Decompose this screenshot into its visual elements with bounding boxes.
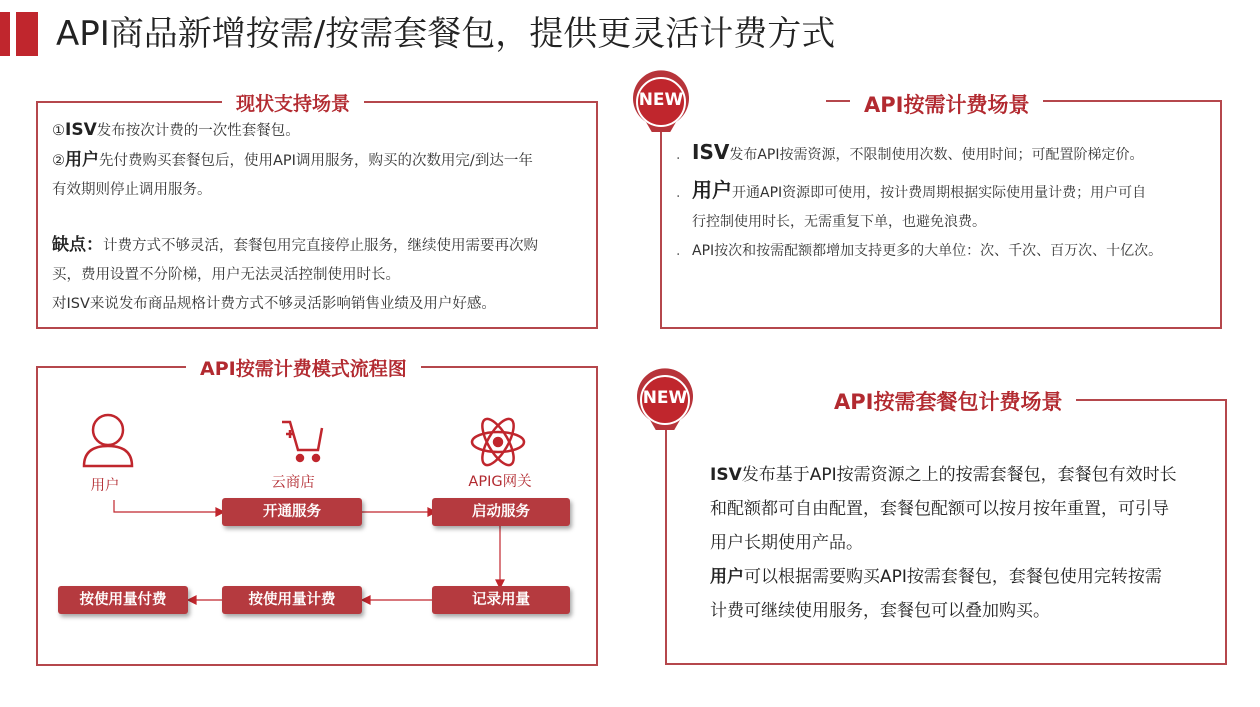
package-text [710, 458, 1220, 628]
title-accent-block [16, 12, 38, 56]
flow-title: API按需计费模式流程图 [186, 354, 421, 381]
title-accent-bar [0, 12, 10, 56]
package-badge-label: NEW [642, 388, 688, 408]
ondemand-bullet-2-cont: 行控制使用时长，无需重复下单，也避免浪费。 [692, 214, 986, 230]
slide-title: API商品新增按需/按需套餐包，提供更灵活计费方式 [56, 14, 836, 54]
flow-user-label: 用户 [90, 478, 120, 494]
package-para-1-line2: 和配额都可自由配置，套餐包配额可以按月按年重置，可引导 [710, 499, 1169, 519]
ondemand-bullet-1: . ISV发布API按需资源，不限制使用次数、使用时间；可配置阶梯定价。 [676, 140, 1144, 164]
shopping-cart-icon [282, 422, 322, 461]
current-scenario-text [52, 116, 592, 319]
current-defect-last: 对ISV来说发布商品规格计费方式不够灵活影响销售业绩及用户好感。 [52, 296, 496, 312]
flow-step-record-usage: 记录用量 [432, 586, 570, 614]
flow-step-start-service: 启动服务 [432, 498, 570, 526]
flow-step-pay-by-usage: 按使用量付费 [58, 586, 188, 614]
package-para-1-line3: 用户长期使用产品。 [710, 533, 863, 553]
current-line-1: ①ISV发布按次计费的一次性套餐包。 [52, 120, 300, 140]
atom-gateway-icon [472, 414, 524, 469]
flow-step-open-service: 开通服务 [222, 498, 362, 526]
package-para-1: ISV发布基于API按需资源之上的按需套餐包，套餐包有效时长 [710, 465, 1177, 485]
package-para-2: 用户可以根据需要购买API按需套餐包，套餐包使用完转按需 [710, 567, 1162, 587]
current-defect-line: 缺点：计费方式不够灵活，套餐包用完直接停止服务，继续使用需要再次购 [52, 235, 538, 255]
current-scenario-title: 现状支持场景 [222, 89, 364, 116]
flow-step-bill-by-usage: 按使用量计费 [222, 586, 362, 614]
user-icon [84, 415, 132, 466]
flow-apig-label: APIG网关 [468, 474, 532, 490]
ondemand-badge-label: NEW [638, 90, 684, 110]
current-defect-cont: 买，费用设置不分阶梯，用户无法灵活控制使用时长。 [52, 267, 400, 283]
ondemand-bullet-3: . API按次和按需配额都增加支持更多的大单位：次、千次、百万次、十亿次。 [676, 243, 1163, 259]
ondemand-title: API按需计费场景 [850, 89, 1043, 119]
current-line-2-cont: 有效期则停止调用服务。 [52, 182, 212, 198]
current-line-2: ②用户先付费购买套餐包后，使用API调用服务，购买的次数用完/到达一年 [52, 150, 533, 170]
flow-store-label: 云商店 [271, 475, 315, 491]
ondemand-text [676, 138, 1220, 266]
package-para-2-line2: 计费可继续使用服务，套餐包可以叠加购买。 [710, 601, 1050, 621]
package-title: API按需套餐包计费场景 [820, 386, 1076, 416]
ondemand-bullet-2: . 用户开通API资源即可使用，按计费周期根据实际使用量计费；用户可自 [676, 178, 1147, 202]
